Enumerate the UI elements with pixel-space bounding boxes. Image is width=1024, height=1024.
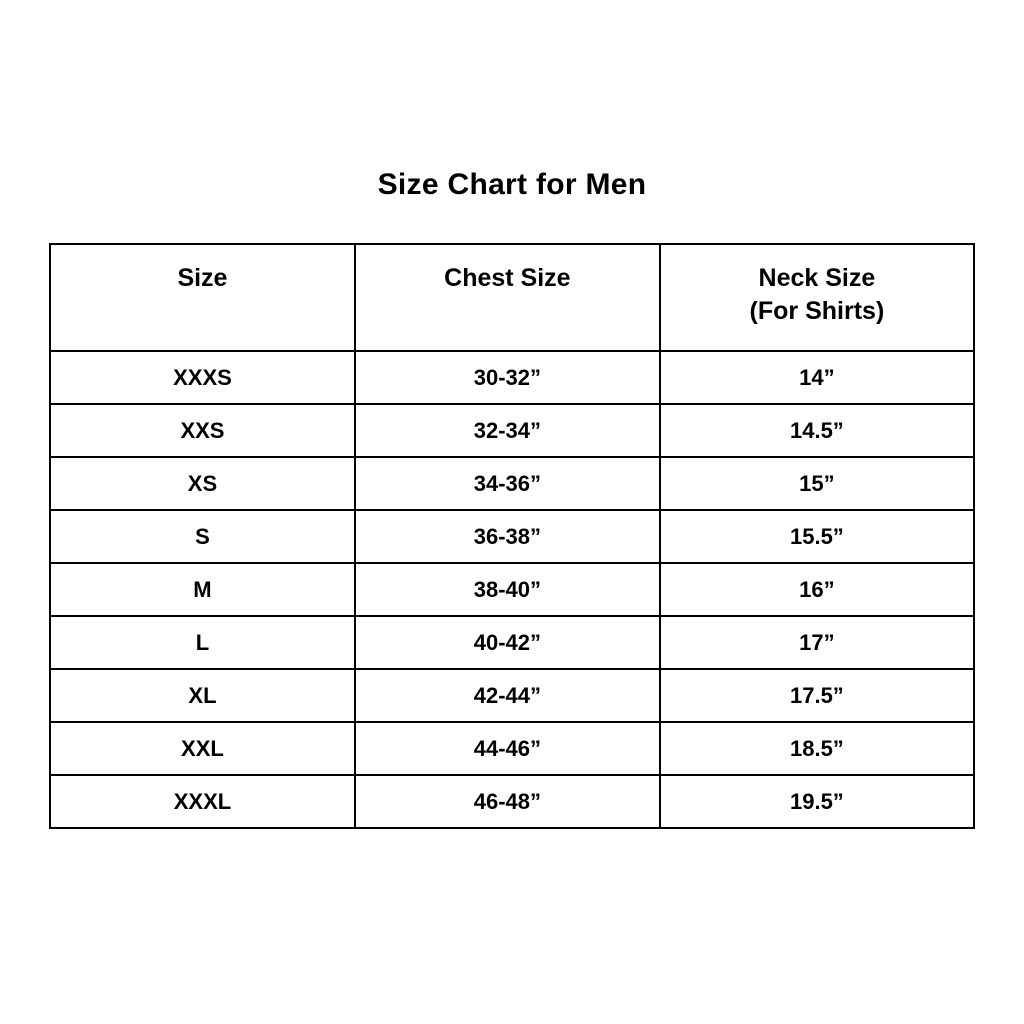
table-row (50, 510, 974, 563)
column-header-chest-size-label: Chest Size (444, 264, 571, 292)
chest-size-cell: 46-48” (355, 775, 660, 828)
column-header-neck-size-sublabel: (For Shirts) (749, 296, 885, 325)
table-row (50, 722, 974, 775)
table-row (50, 563, 974, 616)
size-cell: XXS (50, 404, 355, 457)
chest-size-cell: 30-32” (355, 351, 660, 404)
table-row (50, 351, 974, 404)
chest-size-cell: 44-46” (355, 722, 660, 775)
neck-size-cell: 15.5” (660, 510, 974, 563)
table-row (50, 616, 974, 669)
column-header-neck-size (660, 244, 974, 351)
neck-size-cell: 17” (660, 616, 974, 669)
neck-size-cell: 18.5” (660, 722, 974, 775)
chest-size-cell: 34-36” (355, 457, 660, 510)
chest-size-cell: 36-38” (355, 510, 660, 563)
column-header-chest-size (355, 244, 660, 351)
table-row (50, 457, 974, 510)
page-title: Size Chart for Men (377, 168, 647, 201)
header-row (50, 244, 974, 351)
table-row (50, 775, 974, 828)
size-cell: XL (50, 669, 355, 722)
column-header-size-label: Size (177, 264, 228, 292)
size-cell: M (50, 563, 355, 616)
chest-size-cell: 40-42” (355, 616, 660, 669)
neck-size-cell: 14.5” (660, 404, 974, 457)
neck-size-cell: 15” (660, 457, 974, 510)
table-row (50, 669, 974, 722)
size-cell: S (50, 510, 355, 563)
column-header-size (50, 244, 355, 351)
chest-size-cell: 32-34” (355, 404, 660, 457)
size-cell: XXXS (50, 351, 355, 404)
neck-size-cell: 16” (660, 563, 974, 616)
size-chart-table (49, 243, 975, 829)
neck-size-cell: 17.5” (660, 669, 974, 722)
chest-size-cell: 42-44” (355, 669, 660, 722)
neck-size-cell: 19.5” (660, 775, 974, 828)
column-header-neck-size-label: Neck Size (758, 264, 876, 292)
size-cell: XXXL (50, 775, 355, 828)
size-cell: L (50, 616, 355, 669)
size-cell: XXL (50, 722, 355, 775)
size-cell: XS (50, 457, 355, 510)
table-row (50, 404, 974, 457)
chest-size-cell: 38-40” (355, 563, 660, 616)
neck-size-cell: 14” (660, 351, 974, 404)
